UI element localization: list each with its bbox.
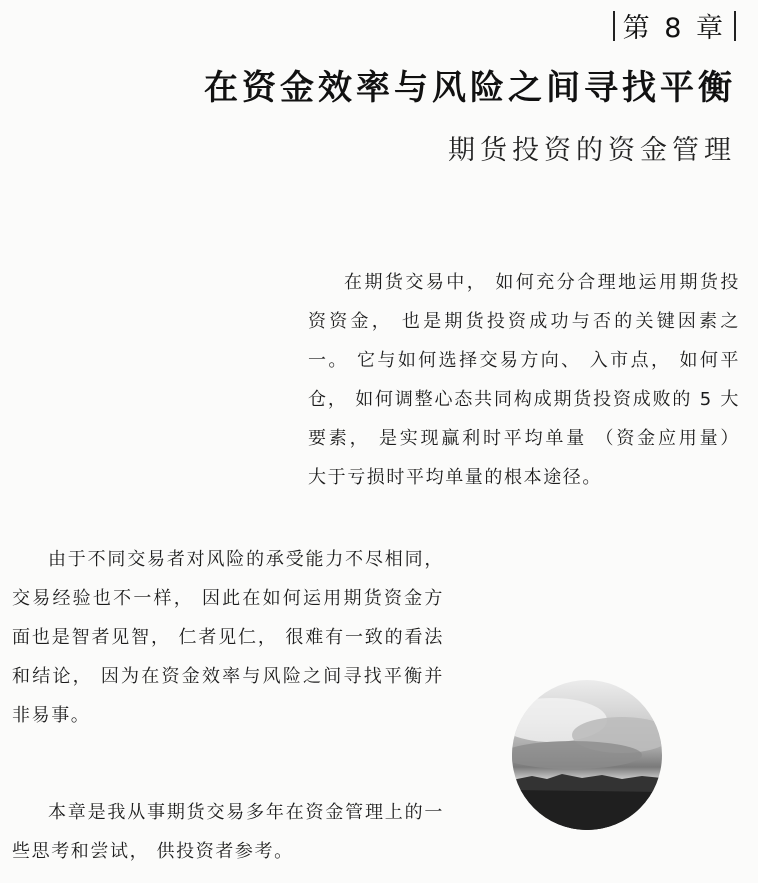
intro-paragraph: 在期货交易中， 如何充分合理地运用期货投资资金， 也是期货投资成功与否的关键因素之一。 它与如何选择交易方向、 入市点， 如何平仓， 如何调整心态共同构成期货投资成败的 5 大要素， 是实现赢利时平均单量 （资金应用量） 大于亏损时平均单量的根本途径。 (308, 272, 740, 488)
chapter-number: 第 8 章 (622, 13, 726, 44)
chapter-label (613, 6, 736, 45)
divider (613, 11, 615, 41)
landscape-photo-icon (512, 680, 662, 830)
body-paragraph: 本章是我从事期货交易多年在资金管理上的一些思考和尝试， 供投资者参考。 (12, 802, 444, 862)
chapter-title: 在资金效率与风险之间寻找平衡 (204, 68, 736, 108)
divider (734, 11, 736, 41)
chapter-subtitle: 期货投资的资金管理 (448, 135, 736, 166)
body-paragraph: 由于不同交易者对风险的承受能力不尽相同， 交易经验也不一样， 因此在如何运用期货资金方面也是智者见智， 仁者见仁， 很难有一致的看法和结论， 因为在资金效率与风险之间寻找平衡并非易事。 (12, 549, 444, 726)
photo-scene (512, 680, 662, 830)
